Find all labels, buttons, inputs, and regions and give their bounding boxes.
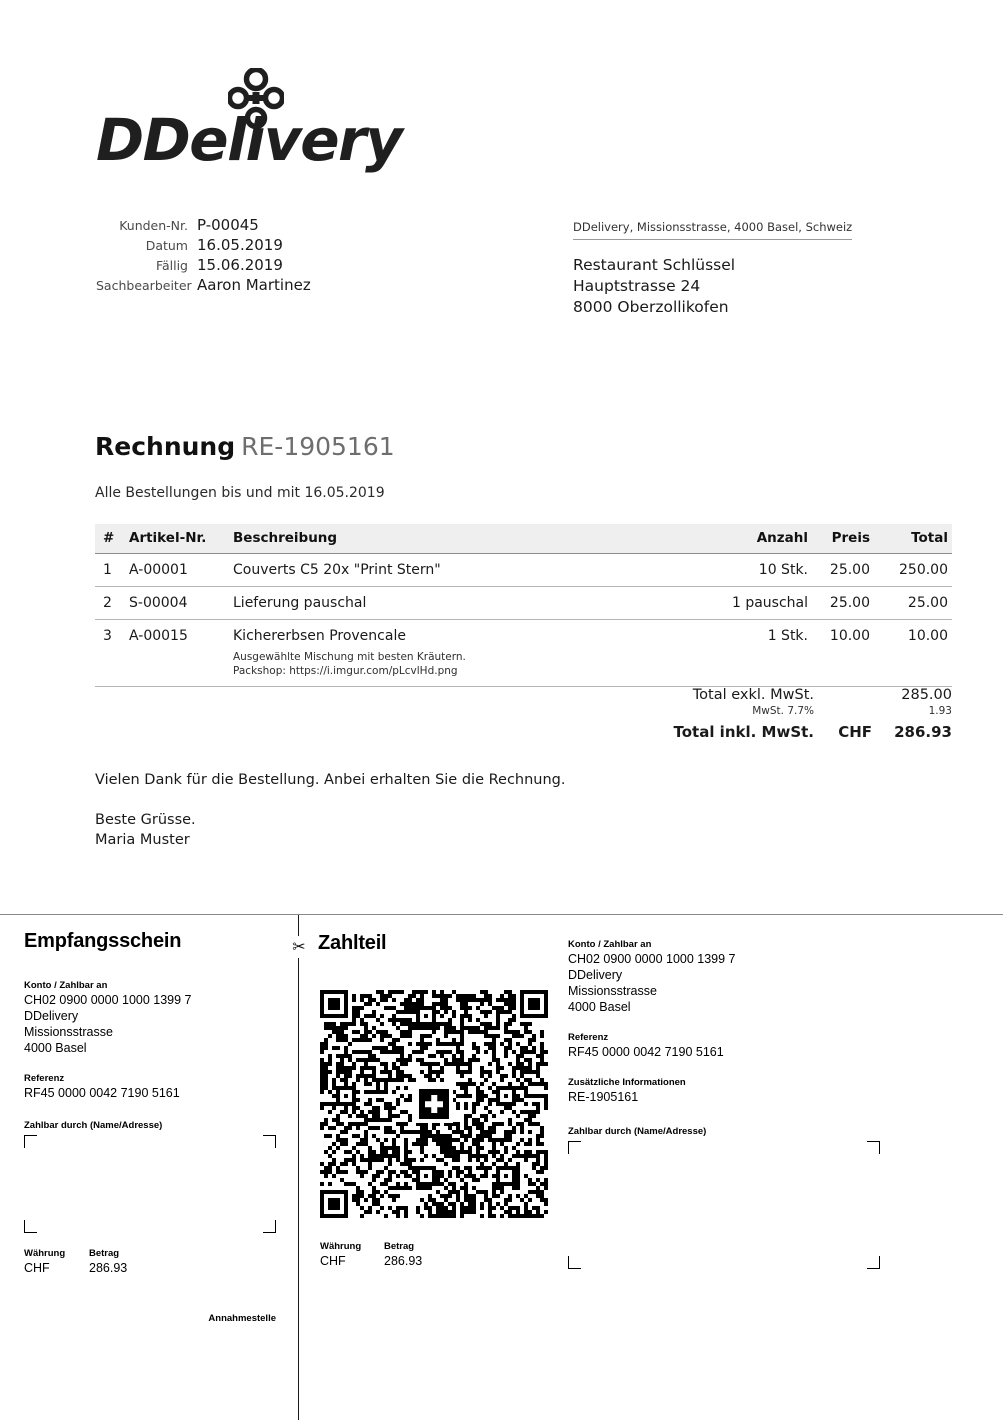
receipt-amount-group (24, 1247, 280, 1276)
total-vat-row (600, 705, 952, 721)
receipt-payer-label: Zahlbar durch (Name/Adresse) (24, 1120, 163, 1131)
total-gross-currency: CHF (838, 723, 872, 741)
table-header (95, 524, 952, 554)
payment-reference-label: Referenz (568, 1032, 609, 1043)
table-body (95, 554, 952, 687)
meta-value: Aaron Martinez (197, 276, 311, 294)
payment-payer-field[interactable] (568, 1141, 880, 1269)
receipt-reference-label: Referenz (24, 1073, 65, 1084)
description-sub (233, 650, 700, 678)
payment-reference-value: RF45 0000 0042 7190 5161 (568, 1045, 724, 1059)
line-items-table (95, 524, 952, 687)
swiss-cross-icon (415, 1085, 453, 1123)
total-net-value: 285.00 (901, 687, 952, 703)
receipt-section (24, 930, 280, 1325)
description-main: Lieferung pauschal (233, 595, 367, 611)
cell-price: 25.00 (808, 554, 874, 587)
recipient-line: Restaurant Schlüssel (573, 256, 736, 274)
payment-reference-group (568, 1031, 908, 1060)
address-block (573, 216, 913, 318)
receipt-account-line: CH02 0900 0000 1000 1399 7 (24, 993, 192, 1007)
payment-additional-group (568, 1076, 908, 1105)
invoice-subline: Alle Bestellungen bis und mit 16.05.2019 (95, 485, 385, 501)
recipient-address (573, 255, 913, 318)
corner-mark-bottom-right (867, 1256, 880, 1269)
total-gross-value: 286.93 (894, 723, 952, 741)
description-sub-line: Ausgewählte Mischung mit besten Kräutern. (233, 651, 466, 663)
scissors-icon: ✂ (288, 936, 310, 958)
payment-account-line: 4000 Basel (568, 1000, 631, 1014)
table-row (95, 587, 952, 620)
header-index: # (95, 524, 129, 554)
payment-payer-label: Zahlbar durch (Name/Adresse) (568, 1126, 707, 1137)
receipt-amount-label: Betrag (89, 1248, 120, 1259)
meta-row-sachbearbeiter (96, 276, 396, 295)
cell-index: 2 (95, 587, 129, 620)
slip-vertical-perforation (298, 915, 299, 1420)
receipt-reference-value: RF45 0000 0042 7190 5161 (24, 1086, 180, 1100)
meta-label: Fällig (155, 258, 188, 273)
invoice-meta (96, 216, 396, 296)
receipt-currency-label: Währung (24, 1248, 66, 1259)
cell-total: 25.00 (874, 587, 952, 620)
payment-additional-label: Zusätzliche Informationen (568, 1077, 686, 1088)
meta-row-datum (96, 236, 396, 255)
payment-currency-value: CHF (320, 1254, 346, 1268)
description-main: Kichererbsen Provencale (233, 628, 406, 644)
cell-price: 10.00 (808, 620, 874, 687)
corner-mark-top-right (263, 1135, 276, 1148)
cell-description (233, 620, 700, 687)
meta-label: Datum (145, 238, 188, 253)
receipt-account-line: DDelivery (24, 1009, 79, 1023)
payment-account-line: CH02 0900 0000 1000 1399 7 (568, 952, 736, 966)
description-main: Couverts C5 20x "Print Stern" (233, 562, 441, 578)
table-header-row (95, 524, 952, 554)
total-vat-value: 1.93 (928, 705, 952, 717)
payment-amount-col (384, 1240, 422, 1269)
corner-mark-bottom-left (24, 1220, 37, 1233)
header-price: Preis (808, 524, 874, 554)
meta-value: P-00045 (197, 216, 259, 234)
total-gross-label: Total inkl. MwSt. (673, 723, 814, 741)
description-sub-line: Packshop: https://i.imgur.com/pLcvlHd.png (233, 665, 458, 677)
receipt-account-label: Konto / Zahlbar an (24, 980, 108, 991)
header-description: Beschreibung (233, 524, 700, 554)
header-article-no: Artikel-Nr. (129, 524, 233, 554)
cell-total: 10.00 (874, 620, 952, 687)
receipt-amount-value: 286.93 (89, 1261, 128, 1275)
payment-currency-col (320, 1240, 384, 1269)
corner-mark-bottom-right (263, 1220, 276, 1233)
meta-row-faellig (96, 256, 396, 275)
cell-quantity: 10 Stk. (700, 554, 808, 587)
cell-index: 3 (95, 620, 129, 687)
page-title (95, 432, 395, 461)
cell-article-no: S-00004 (129, 587, 233, 620)
receipt-acceptance-label: Annahmestelle (208, 1313, 276, 1324)
payment-amount-label: Betrag (384, 1241, 415, 1252)
receipt-amount-col (89, 1247, 127, 1276)
cell-quantity: 1 Stk. (700, 620, 808, 687)
invoice-number: RE-1905161 (241, 432, 395, 461)
closing-signer: Maria Muster (95, 832, 190, 848)
payment-part-title: Zahlteil (318, 932, 387, 954)
cell-article-no: A-00001 (129, 554, 233, 587)
brand-name: DDelivery (96, 106, 402, 174)
closing-regards: Beste Grüsse. (95, 812, 196, 828)
payment-additional-value: RE-1905161 (568, 1090, 639, 1104)
receipt-account-group (24, 979, 280, 1056)
cell-description (233, 587, 700, 620)
corner-mark-bottom-left (568, 1256, 581, 1269)
cell-quantity: 1 pauschal (700, 587, 808, 620)
invoice-title-word: Rechnung (95, 432, 236, 461)
cell-price: 25.00 (808, 587, 874, 620)
payment-info-section (568, 938, 908, 1269)
closing-thanks: Vielen Dank für die Bestellung. Anbei erhalten Sie die Rechnung. (95, 772, 566, 788)
receipt-payer-field[interactable] (24, 1135, 276, 1233)
corner-mark-top-left (24, 1135, 37, 1148)
sender-line: DDelivery, Missionsstrasse, 4000 Basel, Schweiz (573, 220, 852, 240)
payment-account-group (568, 938, 908, 1015)
recipient-line: Hauptstrasse 24 (573, 277, 701, 295)
total-vat-label: MwSt. 7.7% (752, 705, 814, 717)
meta-label: Sachbearbeiter (96, 278, 192, 293)
table-row (95, 620, 952, 687)
table-row (95, 554, 952, 587)
meta-value: 15.06.2019 (197, 256, 283, 274)
cell-description (233, 554, 700, 587)
slip-horizontal-perforation (0, 914, 1003, 915)
closing-message (95, 770, 566, 850)
corner-mark-top-left (568, 1141, 581, 1154)
total-gross-row (600, 721, 952, 747)
swiss-qr-code (320, 990, 548, 1218)
header-total: Total (874, 524, 952, 554)
brand-logo (96, 68, 516, 178)
receipt-currency-col (24, 1247, 89, 1276)
payment-amount-value: 286.93 (384, 1254, 423, 1268)
receipt-account-line: 4000 Basel (24, 1041, 87, 1055)
meta-label: Kunden-Nr. (119, 218, 188, 233)
receipt-title: Empfangsschein (24, 930, 182, 952)
meta-row-kunden-nr (96, 216, 396, 235)
payment-account-label: Konto / Zahlbar an (568, 939, 652, 950)
cell-index: 1 (95, 554, 129, 587)
total-net-row (600, 682, 952, 705)
total-net-label: Total exkl. MwSt. (692, 687, 814, 703)
cell-article-no: A-00015 (129, 620, 233, 687)
payment-account-line: Missionsstrasse (568, 984, 657, 998)
receipt-currency-value: CHF (24, 1261, 50, 1275)
payment-account-line: DDelivery (568, 968, 623, 982)
payment-currency-label: Währung (320, 1241, 362, 1252)
cell-total: 250.00 (874, 554, 952, 587)
receipt-account-line: Missionsstrasse (24, 1025, 113, 1039)
meta-value: 16.05.2019 (197, 236, 283, 254)
payment-amount-group (320, 1240, 422, 1269)
closing-spacer (95, 790, 566, 810)
totals-block (600, 682, 952, 747)
recipient-line: 8000 Oberzollikofen (573, 298, 729, 316)
header-quantity: Anzahl (700, 524, 808, 554)
corner-mark-top-right (867, 1141, 880, 1154)
receipt-reference-group (24, 1072, 280, 1101)
